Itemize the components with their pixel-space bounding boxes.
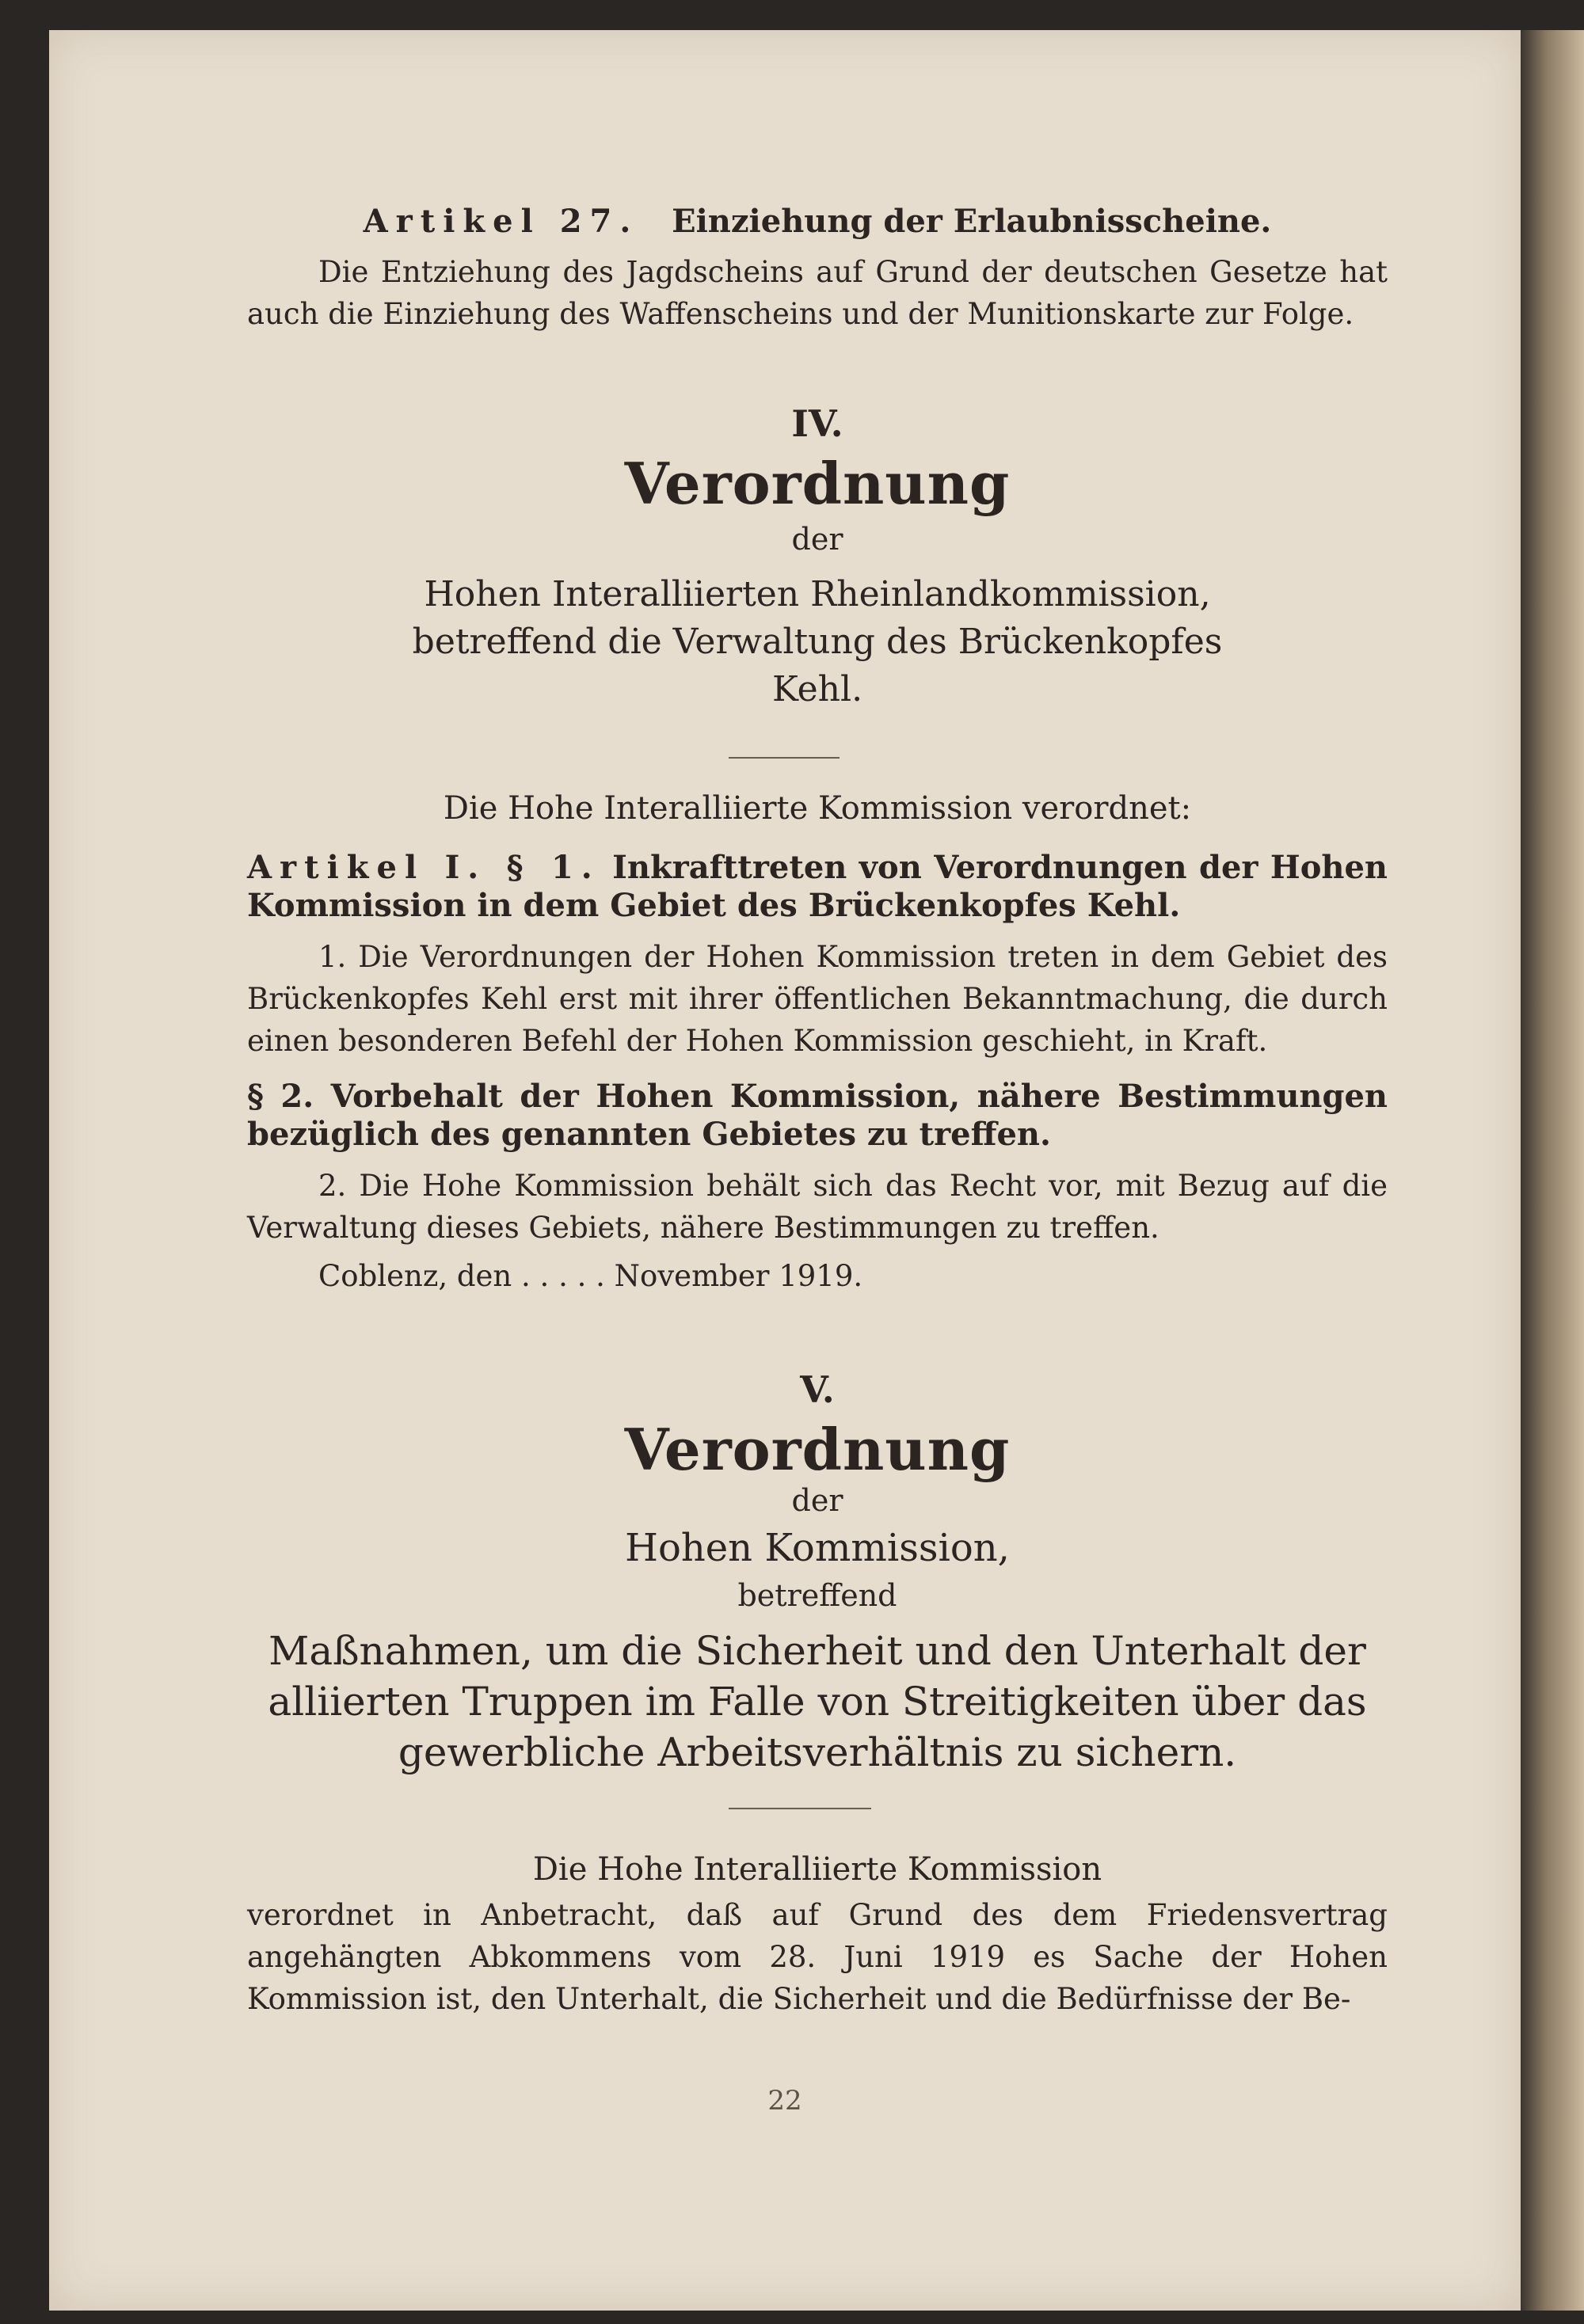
section-4-section-2-title: Vorbehalt der Hohen Kommission, nähere Bestimmungen bezüglich des genannten Gebietes zu treffen. bbox=[247, 1078, 1388, 1153]
section-4-section-2-heading-block bbox=[247, 1078, 1388, 1154]
section-4-article-1-heading-block bbox=[247, 849, 1388, 925]
section-4-title: Verordnung bbox=[624, 450, 1011, 517]
section-5-subtitle-line-2: betreffend bbox=[737, 1578, 897, 1613]
section-4-intro: Die Hohe Interalliierte Kommission verordnet: bbox=[443, 790, 1192, 827]
section-4-subtitle-line-3: Kehl. bbox=[771, 669, 863, 709]
section-4-paragraph-2: 2. Die Hohe Kommission behält sich das Recht vor, mit Bezug auf die Verwaltung dieses Gebiets, nähere Bestimmungen zu treffen. bbox=[247, 1169, 1388, 1245]
section-4-subtitle-line-1: Hohen Interalliierten Rheinlandkommission, bbox=[424, 574, 1211, 614]
section-5-number: V. bbox=[800, 1368, 835, 1411]
document-page bbox=[49, 30, 1521, 2311]
page-number: 22 bbox=[767, 2085, 802, 2117]
section-5-paragraph: verordnet in Anbetracht, daß auf Grund des dem Friedensvertrag angehängten Abkommens vom 28. Juni 1919 es Sache der Hohen Kommission ist, den Unterhalt, die Sicherheit und die Bedürfnisse der Be- bbox=[247, 1898, 1388, 2016]
section-5-divider bbox=[729, 1808, 871, 1809]
section-4-subtitle-line-2: betreffend die Verwaltung des Brückenkopfes bbox=[412, 622, 1223, 662]
article-27-body: Die Entziehung des Jagdscheins auf Grund der deutschen Gesetze hat auch die Einziehung des Waffenscheins und der Munitionskarte zur Folge. bbox=[247, 255, 1388, 331]
section-5-intro: Die Hohe Interalliierte Kommission bbox=[532, 1851, 1102, 1888]
section-4 bbox=[247, 402, 1388, 713]
section-4-body bbox=[247, 790, 1388, 1297]
book-spine-edge bbox=[1521, 30, 1584, 2311]
section-4-article-1-label: Artikel I. § 1. bbox=[247, 849, 600, 886]
section-5 bbox=[247, 1368, 1388, 1778]
section-4-divider bbox=[729, 757, 840, 759]
article-27-label: Artikel 27. bbox=[363, 203, 639, 240]
section-4-paragraph-1: 1. Die Verordnungen der Hohen Kommission treten in dem Gebiet des Brückenkopfes Kehl erst mit ihrer öffentlichen Bekanntmachung, die durch einen besonderen Befehl der Hohen Kommission geschieht, in Kraft. bbox=[247, 940, 1388, 1058]
section-5-subtitle-body: Maßnahmen, um die Sicherheit und den Unterhalt der alliierten Truppen im Falle von Streitigkeiten über das gewerbliche Arbeitsverhältnis zu sichern. bbox=[268, 1628, 1367, 1775]
section-4-date-line: Coblenz, den . . . . . November 1919. bbox=[318, 1259, 863, 1293]
article-27-heading-line bbox=[247, 203, 1388, 240]
section-4-number: IV. bbox=[791, 402, 843, 445]
section-5-title: Verordnung bbox=[624, 1416, 1011, 1483]
section-4-section-2-label: § 2. bbox=[247, 1078, 314, 1115]
section-4-article-1-title: Inkrafttreten von Verordnungen der Hohen Kommission in dem Gebiet des Brückenkopfes Kehl. bbox=[247, 849, 1388, 924]
article-27 bbox=[247, 203, 1388, 335]
section-5-der: der bbox=[791, 1483, 843, 1518]
section-4-der: der bbox=[791, 522, 843, 557]
section-5-body bbox=[247, 1851, 1388, 2020]
article-27-title: Einziehung der Erlaubnisscheine. bbox=[672, 203, 1272, 240]
section-5-subtitle-line-1: Hohen Kommission, bbox=[625, 1526, 1010, 1570]
